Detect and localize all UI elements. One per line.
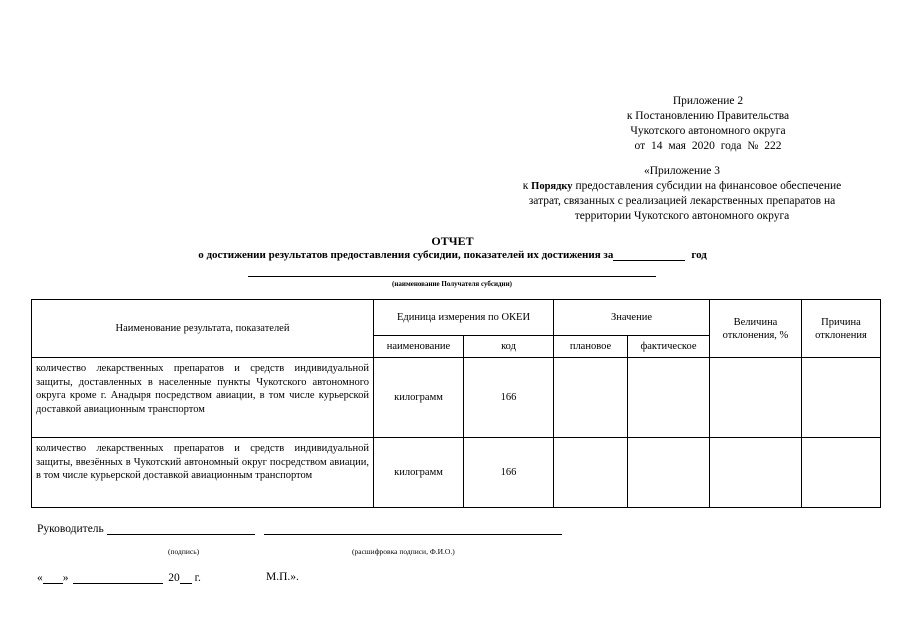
period-blank <box>613 249 685 261</box>
annex-2-resolution-line: к Постановлению Правительства <box>626 110 790 122</box>
row-actual <box>628 438 710 508</box>
recipient-line <box>248 276 656 277</box>
signature-line <box>107 522 255 535</box>
annex-3-procedure-rest: предоставления субсидии на финансовое обеспечение <box>572 180 842 192</box>
annex-3-costs-line: затрат, связанных с реализацией лекарственных препаратов на <box>528 195 836 207</box>
annex-3-procedure-word: Порядку <box>531 181 573 192</box>
annex-2-header <box>560 94 856 154</box>
signature-caption: (подпись) <box>168 547 200 556</box>
annex-3-procedure-line <box>500 179 864 194</box>
row-deviation <box>710 358 802 438</box>
year-blank <box>180 571 192 584</box>
row-planned <box>554 438 628 508</box>
header-value: Значение <box>554 300 710 336</box>
header-reason: Причина отклонения <box>802 300 881 358</box>
decoding-line <box>264 522 562 535</box>
annex-2-region-line: Чукотского автономного округа <box>630 125 786 137</box>
report-subtitle <box>0 249 905 261</box>
row-actual <box>628 358 710 438</box>
row-reason <box>802 358 881 438</box>
row-reason <box>802 438 881 508</box>
header-name: Наименование результата, показателей <box>32 300 374 358</box>
decoding-caption: (расшифровка подписи, Ф.И.О.) <box>352 547 455 556</box>
annex-2-line: Приложение 2 <box>672 95 744 107</box>
header-unit: Единица измерения по ОКЕИ <box>374 300 554 336</box>
header-actual: фактическое <box>628 336 710 358</box>
header-deviation: Величина отклонения, % <box>710 300 802 358</box>
annex-3-territory-line: территории Чукотского автономного округа <box>574 210 790 222</box>
results-table <box>31 299 881 508</box>
signature-section <box>37 522 562 535</box>
report-subtitle-text: о достижении результатов предоставления субсидии, показателей их достижения за <box>198 249 614 261</box>
row-unit-name: килограмм <box>374 358 464 438</box>
report-subtitle-year: год <box>691 249 707 261</box>
date-section <box>37 571 201 584</box>
row-planned <box>554 358 628 438</box>
recipient-caption: (наименование Получателя субсидии) <box>392 280 512 288</box>
table-row <box>32 358 881 438</box>
head-label: Руководитель <box>37 523 104 535</box>
row-name: количество лекарственных препаратов и средств индивидуальной защиты, доставленных в населенные пункты Чукотского автономного округа кроме г. Анадыря посредством авиации, в том числе курьерской доставкой авиационным транспортом <box>32 358 374 438</box>
header-planned: плановое <box>554 336 628 358</box>
header-unit-name: наименование <box>374 336 464 358</box>
row-unit-name: килограмм <box>374 438 464 508</box>
month-blank <box>73 571 163 584</box>
day-blank <box>43 571 63 584</box>
table-header-row <box>32 300 881 336</box>
row-deviation <box>710 438 802 508</box>
annex-3-header <box>500 164 864 224</box>
report-title: ОТЧЕТ <box>431 234 474 248</box>
date-open-quote: « <box>37 572 43 584</box>
row-unit-code: 166 <box>464 358 554 438</box>
table-row <box>32 438 881 508</box>
date-close-quote: » <box>62 572 69 584</box>
row-unit-code: 166 <box>464 438 554 508</box>
header-unit-code: код <box>464 336 554 358</box>
stamp-label: М.П.». <box>266 571 299 583</box>
annex-2-date-line: от 14 мая 2020 года № 222 <box>634 140 782 152</box>
year-prefix: 20 <box>168 572 180 584</box>
year-suffix: г. <box>194 572 201 584</box>
annex-3-line: «Приложение 3 <box>643 165 721 177</box>
row-name: количество лекарственных препаратов и средств индивидуальной защиты, ввезённых в Чукотский автономный округ посредством авиации, в том числе курьерской доставкой авиационным транспортом <box>32 438 374 508</box>
annex-3-prefix: к <box>522 180 532 192</box>
